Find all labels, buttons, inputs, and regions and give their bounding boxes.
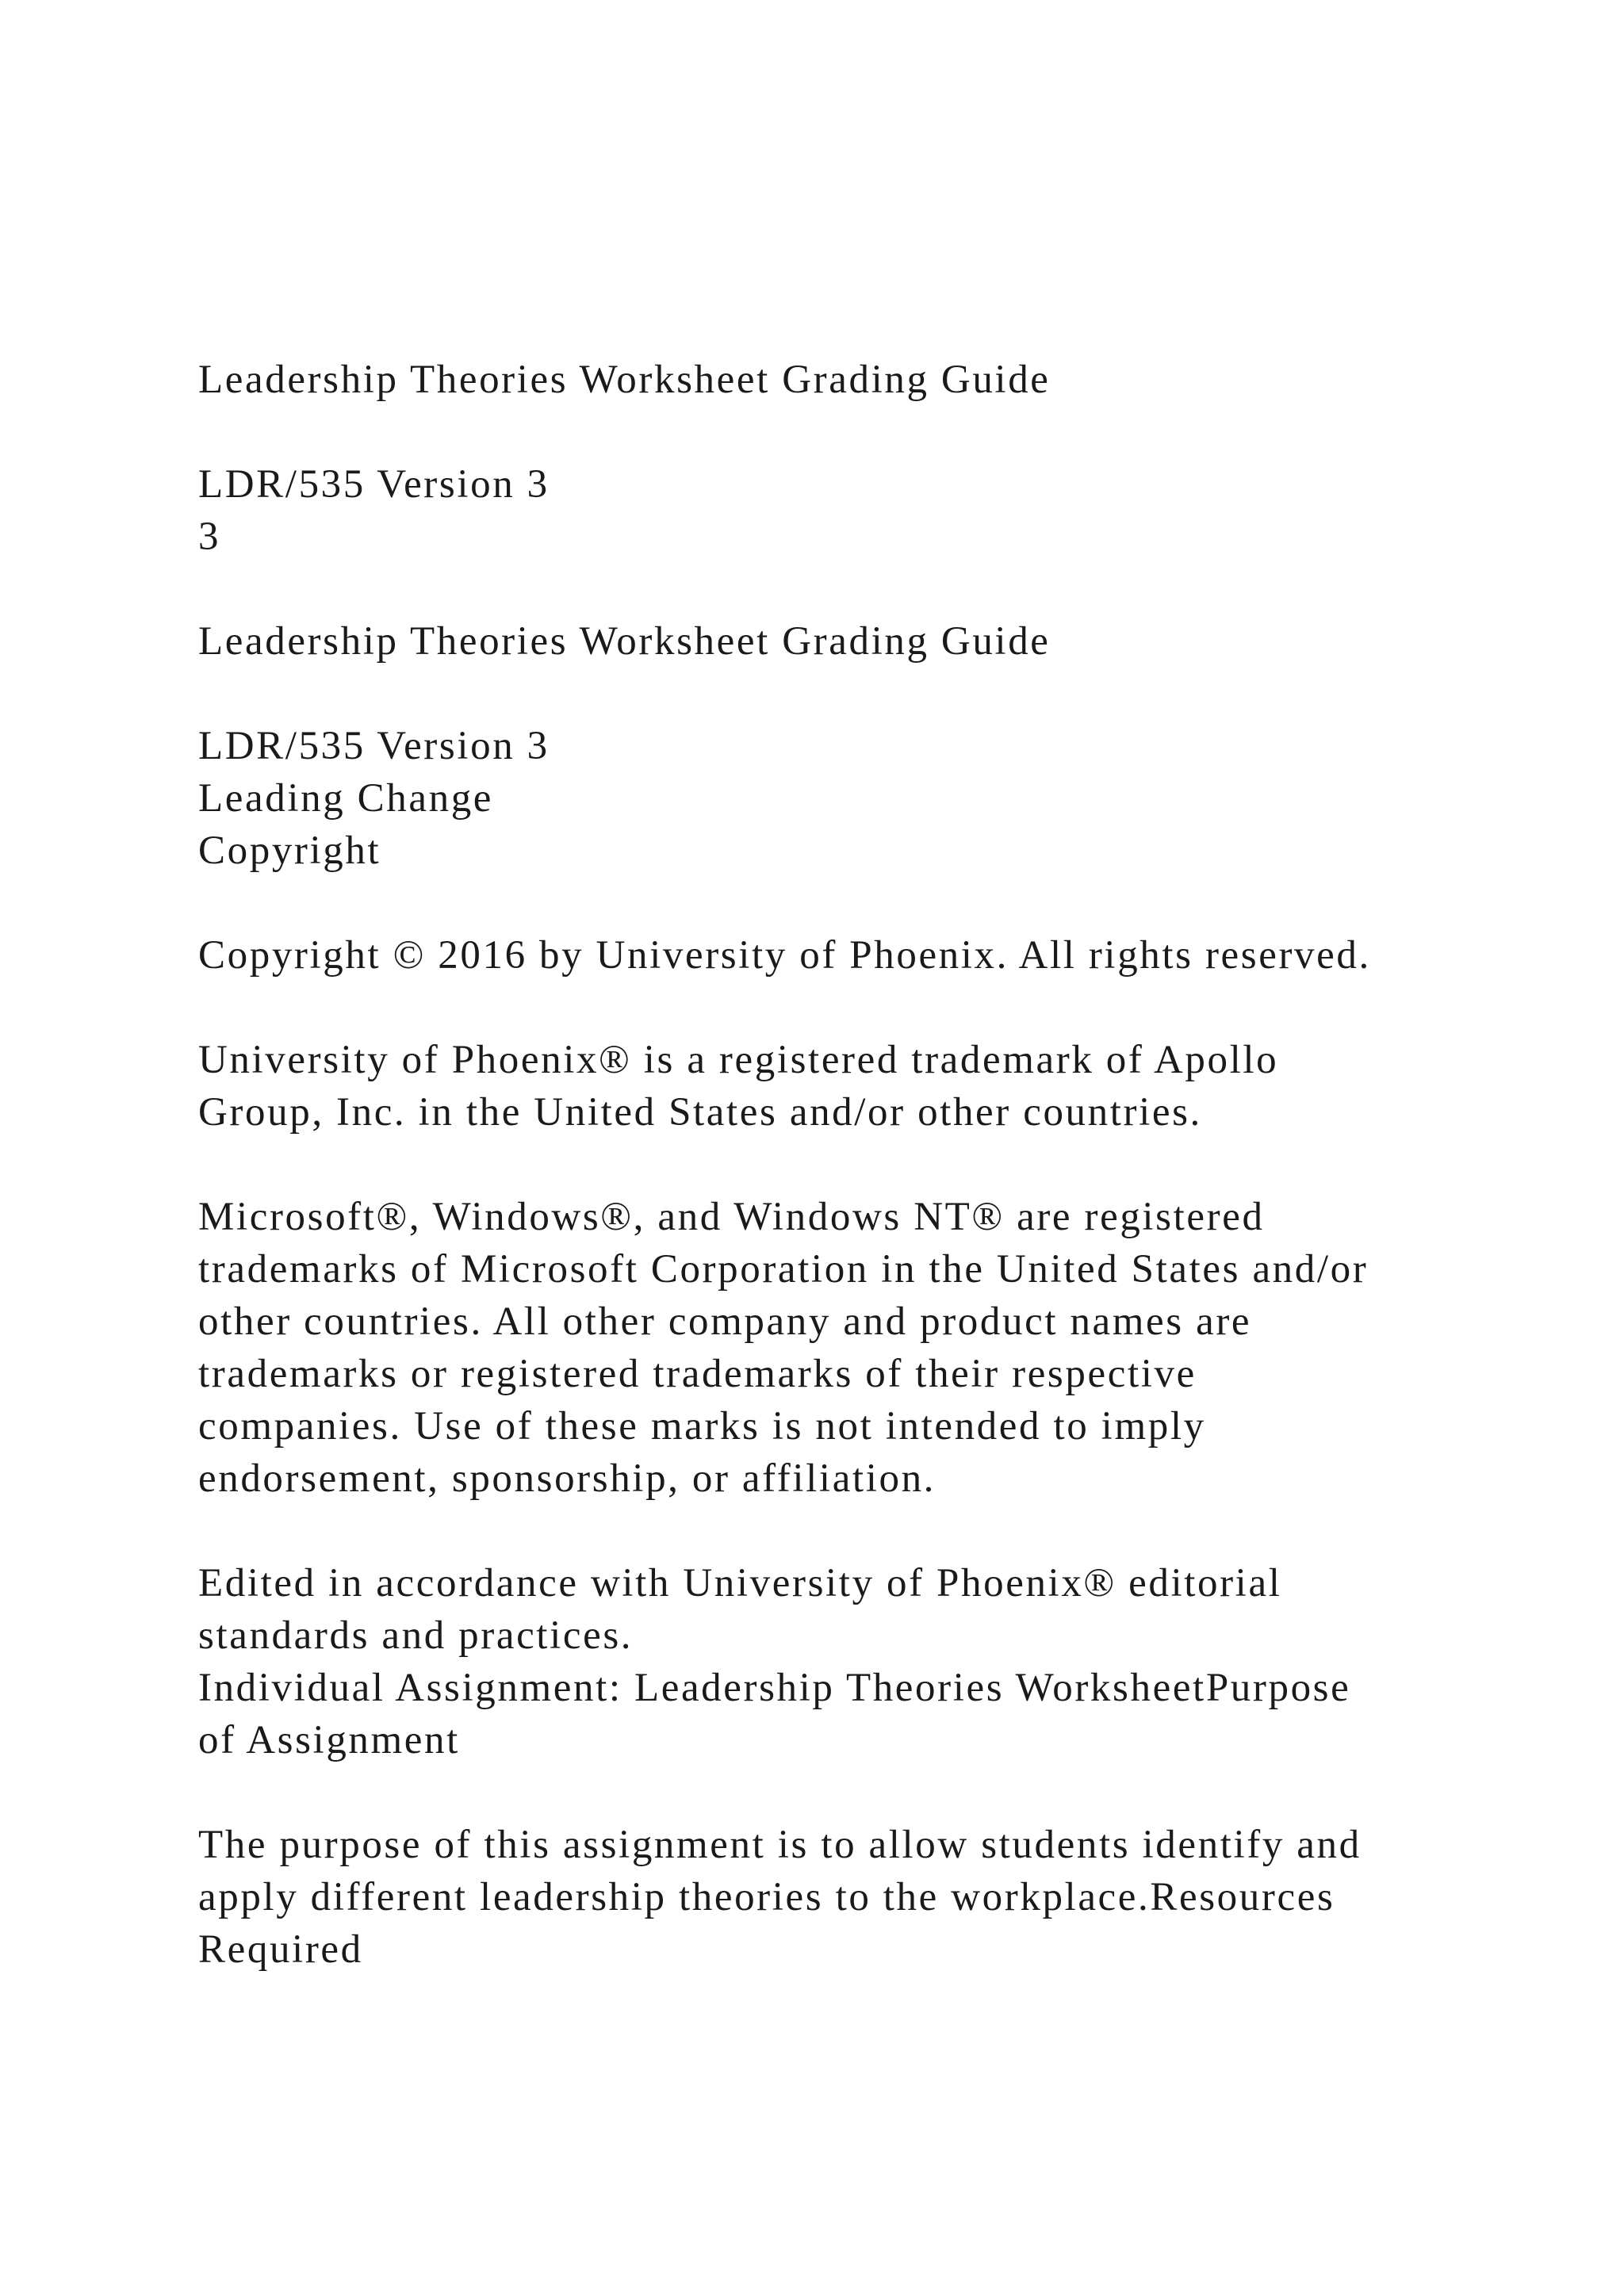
purpose-line: Required — [198, 1927, 363, 1972]
assignment-heading-line: of Assignment — [198, 1718, 460, 1762]
purpose-line: The purpose of this assignment is to allow students identify and — [198, 1823, 1362, 1867]
course-version: LDR/535 Version 3 — [198, 462, 550, 507]
trademark-microsoft-line: other countries. All other company and product names are — [198, 1299, 1252, 1344]
document-title-repeat: Leadership Theories Worksheet Grading Guide — [198, 619, 1051, 664]
copyright-notice: Copyright © 2016 by University of Phoenix. All rights reserved. — [198, 933, 1371, 978]
course-version-repeat: LDR/535 Version 3 — [198, 724, 550, 768]
page-number: 3 — [198, 515, 221, 559]
editorial-line: standards and practices. — [198, 1613, 634, 1658]
trademark-uop-line: Group, Inc. in the United States and/or other countries. — [198, 1090, 1202, 1135]
course-name: Leading Change — [198, 776, 494, 821]
assignment-heading-line: Individual Assignment: Leadership Theories WorksheetPurpose — [198, 1666, 1351, 1710]
trademark-microsoft-line: companies. Use of these marks is not intended to imply — [198, 1404, 1206, 1448]
purpose-line: apply different leadership theories to the workplace.Resources — [198, 1875, 1335, 1919]
trademark-microsoft-line: endorsement, sponsorship, or affiliation. — [198, 1456, 936, 1501]
copyright-heading: Copyright — [198, 828, 381, 873]
document-title: Leadership Theories Worksheet Grading Guide — [198, 358, 1051, 402]
editorial-line: Edited in accordance with University of Phoenix® editorial — [198, 1561, 1282, 1605]
trademark-uop-line: University of Phoenix® is a registered trademark of Apollo — [198, 1038, 1279, 1082]
trademark-microsoft-line: trademarks of Microsoft Corporation in the United States and/or — [198, 1247, 1369, 1292]
trademark-microsoft-line: trademarks or registered trademarks of their respective — [198, 1352, 1197, 1396]
trademark-microsoft-line: Microsoft®, Windows®, and Windows NT® are registered — [198, 1195, 1265, 1239]
